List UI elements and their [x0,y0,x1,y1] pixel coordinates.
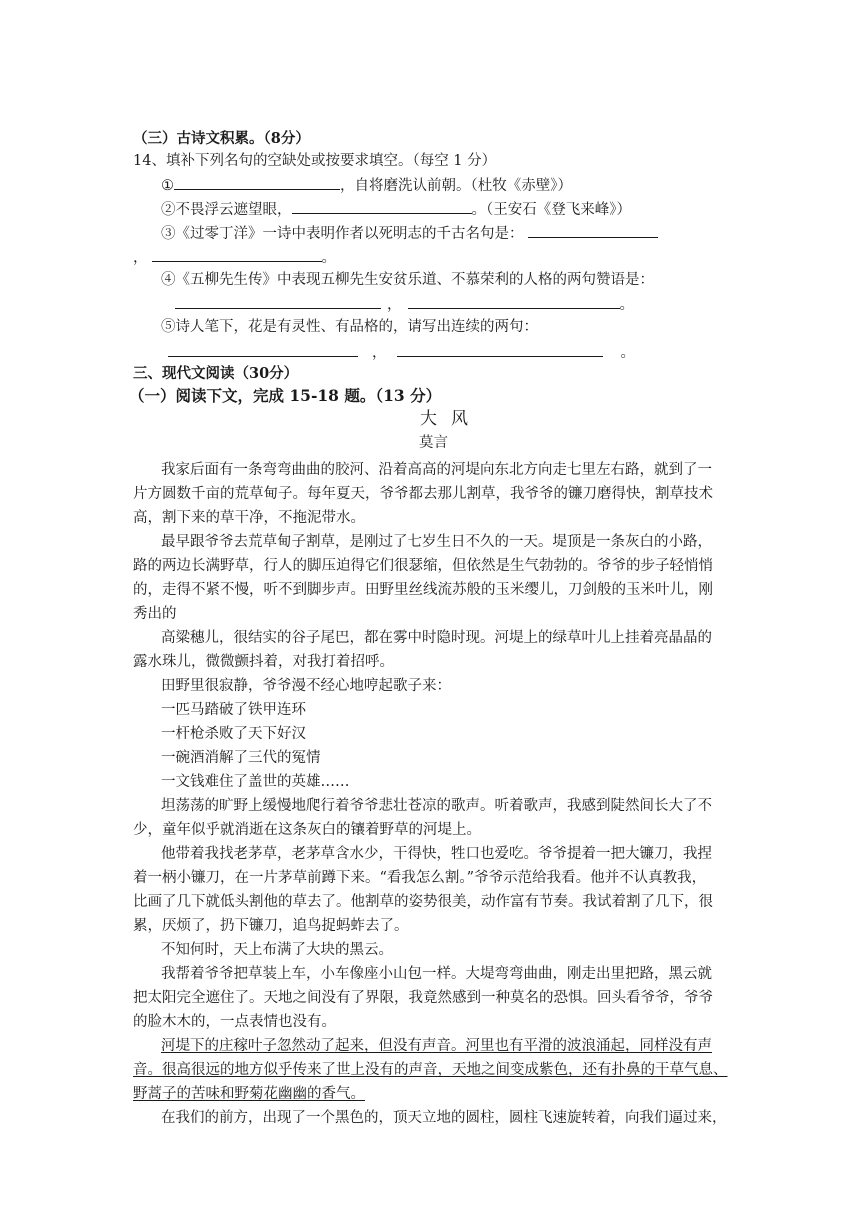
song-line: 一杆枪杀败了天下好汉 [161,726,306,742]
passage-line: 路的两边长满野草，行人的脚压迫得它们很瑟缩，但依然是生气勃勃的。爷爷的步子轻悄悄 [133,558,713,574]
answer-blank[interactable] [152,246,322,262]
period: 。 [321,250,336,266]
underlined-passage-line: 音。很高很远的地方似乎传来了世上没有的声音，天地之间变成紫色，还有扑鼻的干草气息、 [133,1062,728,1078]
answer-blank[interactable] [528,222,658,238]
comma: ， [387,297,402,313]
passage-line: 我家后面有一条弯弯曲曲的胶河、沿着高高的河堤向东北方向走七里左右路，就到了一 [161,462,712,478]
section-heading-modern-reading: 三、现代文阅读（30分） [133,365,299,382]
passage-line: 的，走得不紧不慢，听不到脚步声。田野里丝线流苏般的玉米缨儿，刀剑般的玉米叶儿，刚 [133,582,713,598]
item-1-number: ① [161,178,174,194]
question-14-item-2 [161,198,631,220]
passage-line: 我帮着爷爷把草装上车，小车像座小山包一样。大堤弯弯曲曲，刚走出里把路，黑云就 [161,966,712,982]
passage-line: 累，厌烦了，扔下镰刀，追鸟捉蚂蚱去了。 [133,918,409,934]
question-14-item-5-answers [168,341,635,363]
question-14-item-5: ⑤诗人笔下，花是有灵性、有品格的，请写出连续的两句： [161,319,538,335]
answer-blank[interactable] [292,198,472,214]
passage-line: 高粱穗儿，很结实的谷子尾巴，都在雾中时隐时现。河堤上的绿草叶儿上挂着亮晶晶的 [161,630,712,646]
underlined-passage-line: 野蒿子的苦味和野菊花幽幽的香气。 [133,1086,365,1102]
song-line: 一匹马踏破了铁甲连环 [161,702,306,718]
item-2-text: ②不畏浮云遮望眼， [161,202,292,218]
item-2-source: 。（王安石《登飞来峰》） [471,202,631,218]
passage-line: 高，割下来的草干净，不拖泥带水。 [133,510,365,526]
answer-blank[interactable] [174,174,340,190]
question-14-intro: 14、填补下列名句的空缺处或按要求填空。（每空 1 分） [133,153,497,169]
passage-line: 片方圆数千亩的荒草甸子。每年夏天，爷爷都去那儿割草，我爷爷的镰刀磨得快，割草技术 [133,486,713,502]
passage-line: 田野里很寂静，爷爷漫不经心地哼起歌子来： [161,678,451,694]
passage-line: 着一柄小镰刀，在一片茅草前蹲下来。“看我怎么割。”爷爷示范给我看。他并不认真教我， [133,870,707,886]
passage-line: 露水珠儿，微微颤抖着，对我打着招呼。 [133,654,394,670]
answer-blank[interactable] [408,293,620,309]
passage-line: 的脸木木的，一点表情也没有。 [133,1014,336,1030]
passage-line: 少，童年似乎就消逝在这条灰白的镶着野草的河堤上。 [133,822,481,838]
passage-line: 把太阳完全遮住了。天地之间没有了界限，我竟然感到一种莫名的恐惧。回头看爷爷，爷爷 [133,990,713,1006]
song-line: 一碗酒消解了三代的冤情 [161,750,321,766]
article-author: 莫言 [419,435,448,451]
item-3-text: ③《过零丁洋》一诗中表明作者以死明志的千古名句是： [161,226,524,242]
underlined-passage-line: 河堤下的庄稼叶子忽然动了起来，但没有声音。河里也有平滑的波浪涌起，同样没有声 [161,1038,712,1054]
question-14-item-3-cont [133,246,336,268]
answer-blank[interactable] [175,293,381,309]
article-title: 大风 [420,409,482,429]
passage-line: 不知何时，天上布满了大块的黑云。 [161,942,393,958]
passage-line: 最早跟爷爷去荒草甸子割草，是刚过了七岁生日不久的一天。堤顶是一条灰白的小路， [161,534,712,550]
answer-blank[interactable] [168,341,358,357]
section-heading-poetry: （三）古诗文积累。（8分） [133,130,310,147]
answer-blank[interactable] [397,341,603,357]
question-14-item-4: ④《五柳先生传》中表现五柳先生安贫乐道、不慕荣利的人格的两句赞语是： [161,272,654,288]
passage-line: 比画了几下就低头割他的草去了。他割草的姿势很美，动作富有节奏。我试着割了几下，很 [133,894,713,910]
question-14-item-1 [161,174,572,196]
question-14-item-3 [161,222,658,244]
period: 。 [619,297,634,313]
passage-line: 坦荡荡的旷野上缓慢地爬行着爷爷悲壮苍凉的歌声。听着歌声，我感到陡然间长大了不 [161,798,712,814]
passage-line: 秀出的 [133,606,177,622]
comma: ， [133,250,148,266]
item-1-text: ，自将磨洗认前朝。（杜牧《赤壁》） [340,178,572,194]
comma: ， [372,345,387,361]
passage-line: 他带着我找老茅草，老茅草含水少，干得快，牲口也爱吃。爷爷提着一把大镰刀，我捏 [161,846,712,862]
period: 。 [620,345,635,361]
question-14-item-4-answers [175,293,634,315]
song-line: 一文钱难住了盖世的英雄…… [161,774,350,790]
passage-line: 在我们的前方，出现了一个黑色的，顶天立地的圆柱，圆柱飞速旋转着，向我们逼过来， [161,1110,727,1126]
reading-sub-heading: （一）阅读下文，完成 15-18 题。（13 分） [129,386,442,405]
